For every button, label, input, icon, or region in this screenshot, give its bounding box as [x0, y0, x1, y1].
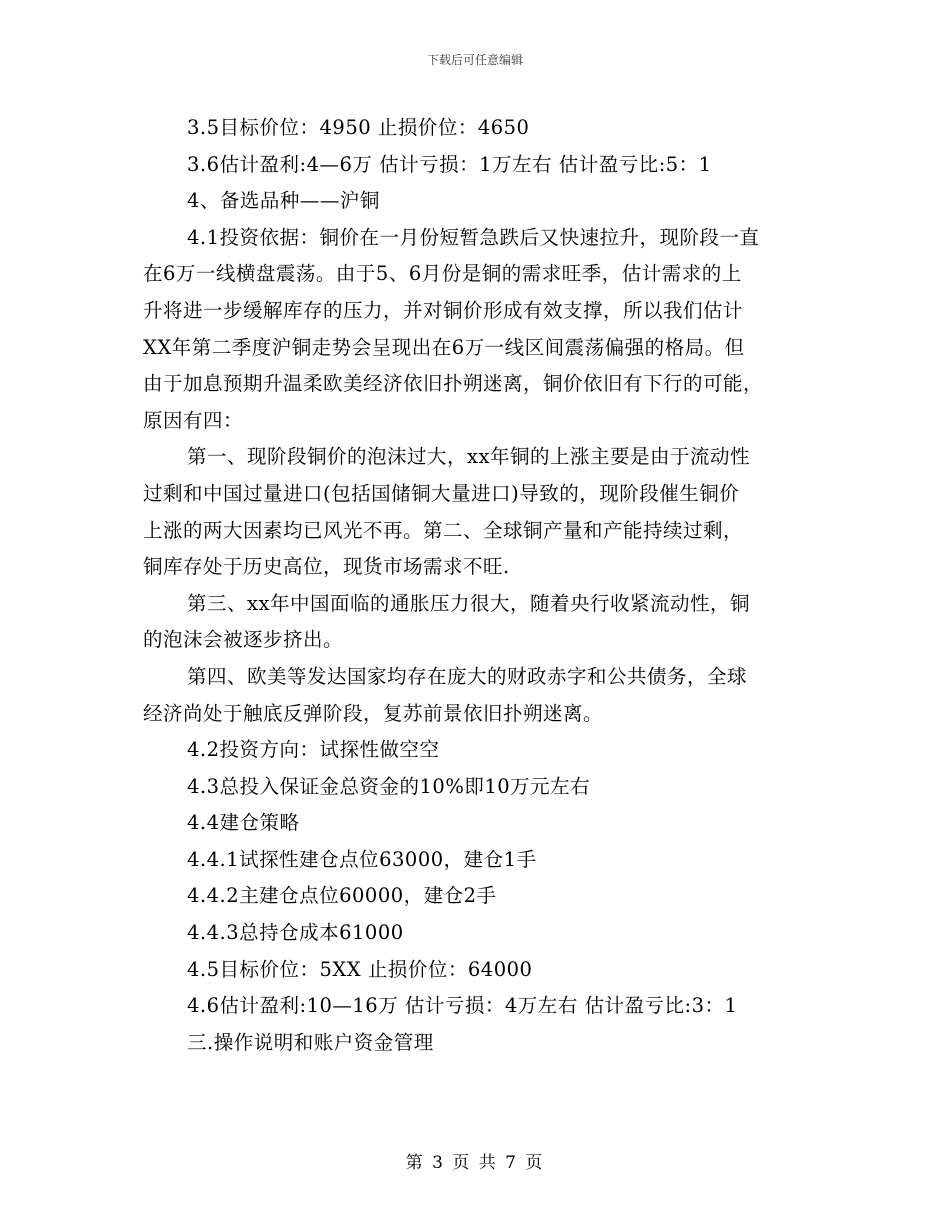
- body-line: 经济尚处于触底反弹阶段，复苏前景依旧扑朔迷离。: [143, 701, 604, 725]
- body-line: 4.2投资方向：试探性做空空: [187, 738, 440, 762]
- body-line: 铜库存处于历史高位，现货市场需求不旺.: [143, 555, 510, 579]
- section-heading: 三.操作说明和账户资金管理: [187, 1030, 434, 1054]
- body-line: 4.4.1试探性建仓点位63000，建仓1手: [187, 847, 537, 871]
- body-line: 过剩和中国过量进口(包括国储铜大量进口)导致的，现阶段催生铜价: [143, 481, 740, 505]
- body-line: 4.3总投入保证金总资金的10%即10万元左右: [187, 774, 591, 798]
- body-line: 由于加息预期升温柔欧美经济依旧扑朔迷离，铜价依旧有下行的可能，: [143, 372, 764, 396]
- body-line: 原因有四：: [143, 408, 244, 432]
- page-header: 下载后可任意编辑: [426, 53, 523, 67]
- body-line: 第三、xx年中国面临的通胀压力很大，随着央行收紧流动性，铜: [187, 591, 750, 615]
- body-line: 4、备选品种——沪铜: [187, 189, 380, 213]
- body-line: 4.4.3总持仓成本61000: [187, 921, 404, 945]
- body-line: 4.4.2主建仓点位60000，建仓2手: [187, 884, 497, 908]
- body-line: 3.5目标价位：4950 止损价位：4650: [187, 116, 530, 139]
- body-line: 在6万一线横盘震荡。由于5、6月份是铜的需求旺季，估计需求的上: [143, 262, 742, 286]
- body-line: 4.4建仓策略: [187, 811, 300, 835]
- body-line: 4.5目标价位：5XX 止损价位：64000: [187, 957, 533, 981]
- page-number-footer: 第 3 页 共 7 页: [405, 1153, 545, 1173]
- document-body: [143, 110, 815, 1061]
- body-line: 上涨的两大因素均已风光不再。第二、全球铜产量和产能持续过剩，: [143, 518, 744, 542]
- body-line: 第四、欧美等发达国家均存在庞大的财政赤字和公共债务，全球: [187, 664, 748, 688]
- body-line: 升将进一步缓解库存的压力，并对铜价形成有效支撑，所以我们估计: [143, 298, 744, 322]
- body-line: 第一、现阶段铜价的泡沫过大，xx年铜的上涨主要是由于流动性: [187, 445, 750, 469]
- body-line: 的泡沫会被逐步挤出。: [143, 628, 344, 652]
- body-line: 3.6估计盈利:4—6万 估计亏损：1万左右 估计盈亏比:5：1: [187, 152, 712, 176]
- body-line: 4.6估计盈利:10—16万 估计亏损：4万左右 估计盈亏比:3：1: [187, 994, 738, 1018]
- body-line: XX年第二季度沪铜走势会呈现出在6万一线区间震荡偏强的格局。但: [143, 335, 745, 359]
- body-line: 4.1投资依据：铜价在一月份短暂急跌后又快速拉升，现阶段一直: [187, 225, 760, 249]
